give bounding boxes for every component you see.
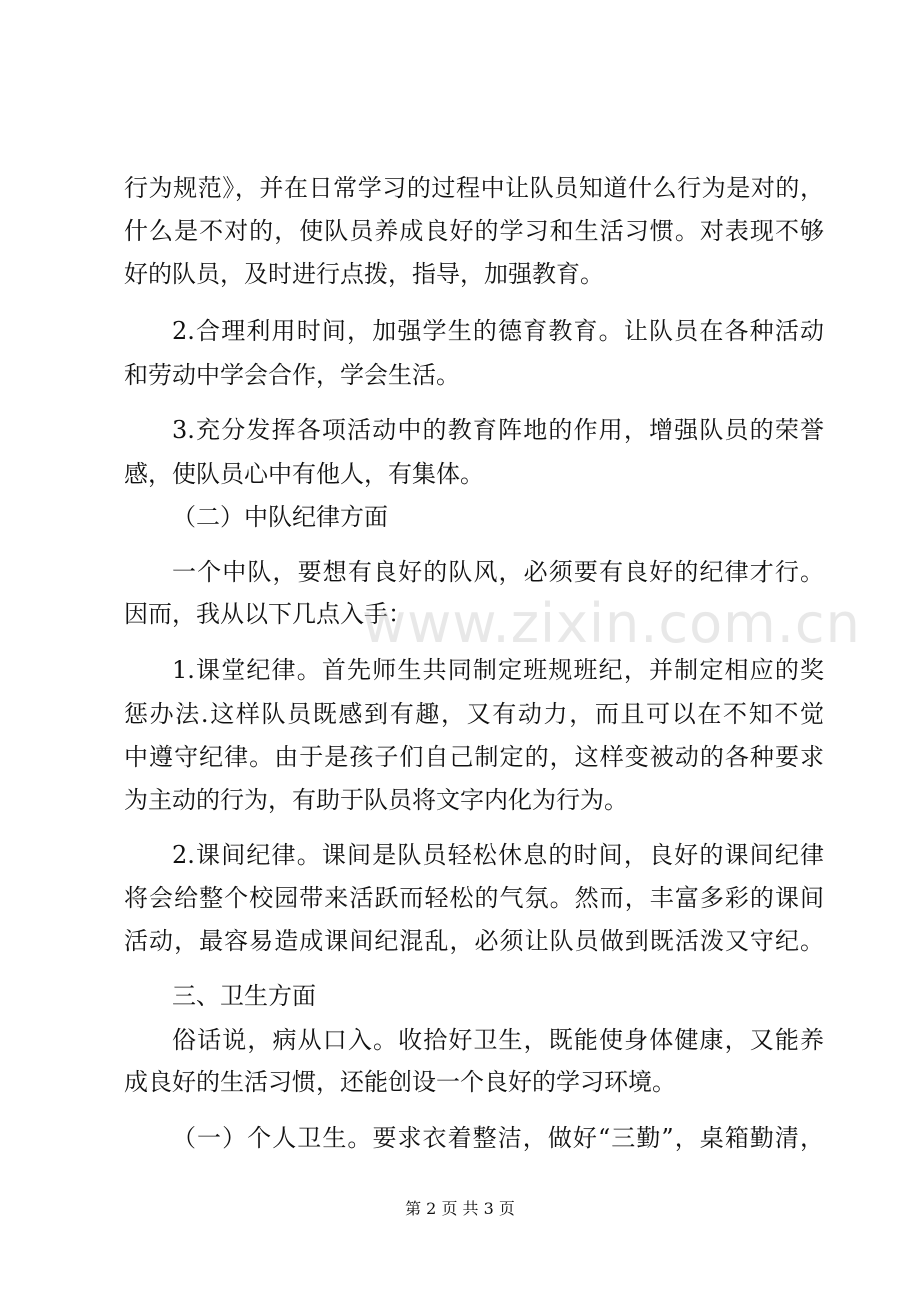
text-line: 好的队员，及时进行点拨，指导，加强教育。 xyxy=(124,260,604,288)
text-line: 1.课堂纪律。首先师生共同制定班规班纪，并制定相应的奖 xyxy=(172,656,824,684)
text-line: 3.充分发挥各项活动中的教育阵地的作用，增强队员的荣誉 xyxy=(172,416,824,444)
text-line: 因而，我从以下几点入手： xyxy=(124,600,412,628)
text-line: （一）个人卫生。要求衣着整洁，做好“三勤”，桌箱勤清， xyxy=(172,1124,824,1152)
text-line: 俗话说，病从口入。收拾好卫生，既能使身体健康，又能养 xyxy=(172,1026,824,1054)
text-line: 什么是不对的，使队员养成良好的学习和生活习惯。对表现不够 xyxy=(124,217,824,245)
text-line: 感，使队员心中有他人，有集体。 xyxy=(124,460,484,488)
section-heading: 三、卫生方面 xyxy=(172,982,316,1010)
section-heading: （二）中队纪律方面 xyxy=(172,503,388,531)
text-line: 惩办法.这样队员既感到有趣，又有动力，而且可以在不知不觉 xyxy=(124,700,824,728)
text-line: 为主动的行为，有助于队员将文字内化为行为。 xyxy=(124,786,628,814)
text-line: 成良好的生活习惯，还能创设一个良好的学习环境。 xyxy=(124,1068,676,1096)
page-footer: 第 2 页 共 3 页 xyxy=(405,1199,515,1218)
text-line: 2.课间纪律。课间是队员轻松休息的时间，良好的课间纪律 xyxy=(172,841,824,869)
text-line: 2.合理利用时间，加强学生的德育教育。让队员在各种活动 xyxy=(172,317,824,345)
text-line: 中遵守纪律。由于是孩子们自己制定的，这样变被动的各种要求 xyxy=(124,743,824,771)
text-line: 活动，最容易造成课间纪混乱，必须让队员做到既活泼又守纪。 xyxy=(124,927,824,955)
text-line: 将会给整个校园带来活跃而轻松的气氛。然而，丰富多彩的课间 xyxy=(124,884,824,912)
watermark: www.zixin.com.cn xyxy=(362,592,861,655)
text-line: 行为规范》，并在日常学习的过程中让队员知道什么行为是对的， xyxy=(124,174,824,202)
text-line: 一个中队，要想有良好的队风，必须要有良好的纪律才行。 xyxy=(172,558,824,586)
text-line: 和劳动中学会合作，学会生活。 xyxy=(124,361,460,389)
